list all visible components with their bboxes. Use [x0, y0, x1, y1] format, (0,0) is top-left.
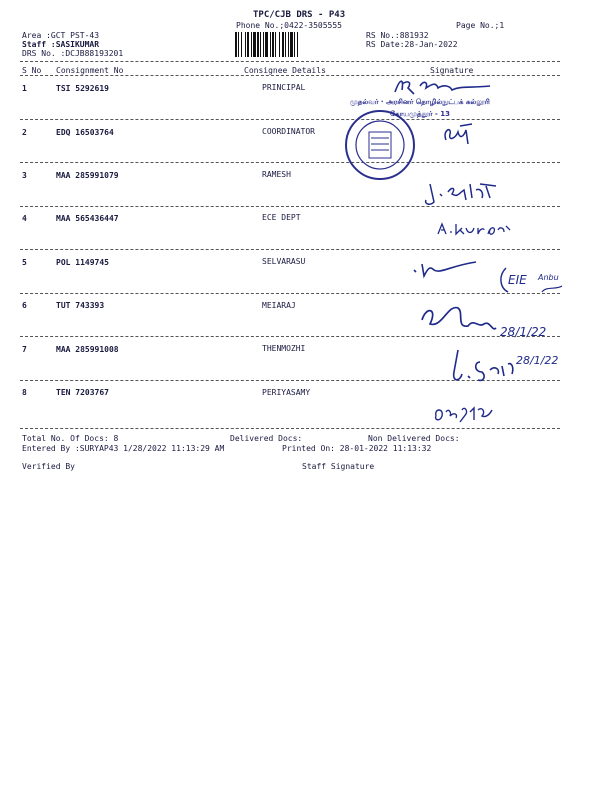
barcode-bar [263, 32, 264, 57]
row-1-consignee: PRINCIPAL [262, 83, 306, 92]
row-1-sno: 1 [22, 84, 27, 93]
phone-number: Phone No.;0422-3505555 [236, 21, 342, 30]
barcode-bar [282, 32, 284, 57]
barcode-bar [290, 32, 293, 57]
barcode [233, 32, 360, 57]
row-8-consignment: TEN 7203767 [56, 388, 109, 397]
barcode-bar [288, 32, 289, 57]
row-7-sno: 7 [22, 345, 27, 354]
barcode-bar [235, 32, 237, 57]
barcode-bar [294, 32, 295, 57]
row-8-consignee: PERIYASAMY [262, 388, 311, 397]
barcode-bar [247, 32, 249, 57]
row-5-sno: 5 [22, 258, 27, 267]
row-divider [20, 249, 560, 250]
row-7-consignee: THENMOZHI [262, 344, 306, 353]
row-divider [20, 119, 560, 120]
signature-row-2 [438, 120, 478, 150]
barcode-bar [241, 32, 242, 57]
staff-label: Staff :SASIKUMAR [22, 40, 100, 49]
signature-row-1 [390, 74, 500, 98]
note-anbu: Anbu [538, 273, 559, 282]
barcode-bar [272, 32, 274, 57]
barcode-bar [279, 32, 280, 57]
area-label: Area :GCT PST-43 [22, 31, 100, 40]
barcode-bar [260, 32, 261, 57]
signature-row-3 [420, 180, 500, 208]
row-2-sno: 2 [22, 128, 27, 137]
row-6-consignment: TUT 743393 [56, 301, 105, 310]
divider [20, 61, 560, 62]
barcode-bar [275, 32, 276, 57]
date-row-7: 28/1/22 [516, 354, 559, 367]
staff-signature-label: Staff Signature [302, 462, 375, 471]
barcode-bar [297, 32, 298, 57]
rs-date: RS Date:28-Jan-2022 [366, 40, 458, 49]
barcode-bar [238, 32, 239, 57]
barcode-bar [251, 32, 252, 57]
barcode-bar [285, 32, 286, 57]
round-seal-stamp [343, 108, 417, 182]
page-number: Page No.;1 [456, 21, 505, 30]
rs-number: RS No.:881932 [366, 31, 429, 40]
barcode-bar [257, 32, 259, 57]
signature-row-4 [434, 220, 514, 240]
row-6-sno: 6 [22, 301, 27, 310]
delivered-docs: Delivered Docs: [230, 434, 303, 443]
row-divider [20, 428, 560, 429]
row-3-consignee: RAMESH [262, 170, 291, 179]
row-2-consignment: EDQ 16503764 [56, 128, 114, 137]
row-4-sno: 4 [22, 214, 27, 223]
col-consignment: Consignment No [56, 66, 124, 75]
row-divider [20, 162, 560, 163]
row-2-consignee: COORDINATOR [262, 127, 315, 136]
row-divider [20, 293, 560, 294]
tamil-stamp-text: முதல்வர் · அரசினர் தொழில்நுட்பக் கல்லூரி [350, 98, 490, 106]
row-4-consignment: MAA 565436447 [56, 214, 119, 223]
signature-row-5-note [496, 262, 572, 302]
row-8-sno: 8 [22, 388, 27, 397]
col-consignee: Consignee Details [244, 66, 326, 75]
row-3-sno: 3 [22, 171, 27, 180]
col-sno: S No [22, 66, 42, 75]
barcode-bar [270, 32, 271, 57]
verified-by: Verified By [22, 462, 75, 471]
printed-on: Printed On: 28-01-2022 11:13:32 [282, 444, 432, 453]
signature-row-6 [418, 298, 568, 342]
row-5-consignment: POL 1149745 [56, 258, 109, 267]
col-signature: Signature [430, 66, 474, 75]
note-eie: EIE [508, 273, 527, 287]
row-5-consignee: SELVARASU [262, 257, 306, 266]
entered-by: Entered By :SURYAP43 1/28/2022 11:13:29 AM [22, 444, 225, 453]
row-7-consignment: MAA 285991008 [56, 345, 119, 354]
drs-number: DRS No. :DCJB88193201 [22, 49, 124, 58]
signature-row-5 [410, 256, 480, 280]
signature-row-7 [450, 342, 570, 388]
barcode-bar [253, 32, 256, 57]
barcode-bar [245, 32, 246, 57]
tamil-stamp-text-2: கோயமுத்தூர் - 13 [390, 110, 451, 118]
row-1-consignment: TSI 5292619 [56, 84, 109, 93]
barcode-bar [265, 32, 268, 57]
non-delivered-docs: Non Delivered Docs: [368, 434, 460, 443]
total-docs: Total No. Of Docs: 8 [22, 434, 119, 443]
signature-row-8 [430, 404, 510, 426]
row-3-consignment: MAA 285991079 [56, 171, 119, 180]
row-6-consignee: MEIARAJ [262, 301, 296, 310]
date-row-6: 28/1/22 [500, 325, 547, 339]
document-title: TPC/CJB DRS - P43 [253, 10, 346, 20]
row-4-consignee: ECE DEPT [262, 213, 301, 222]
